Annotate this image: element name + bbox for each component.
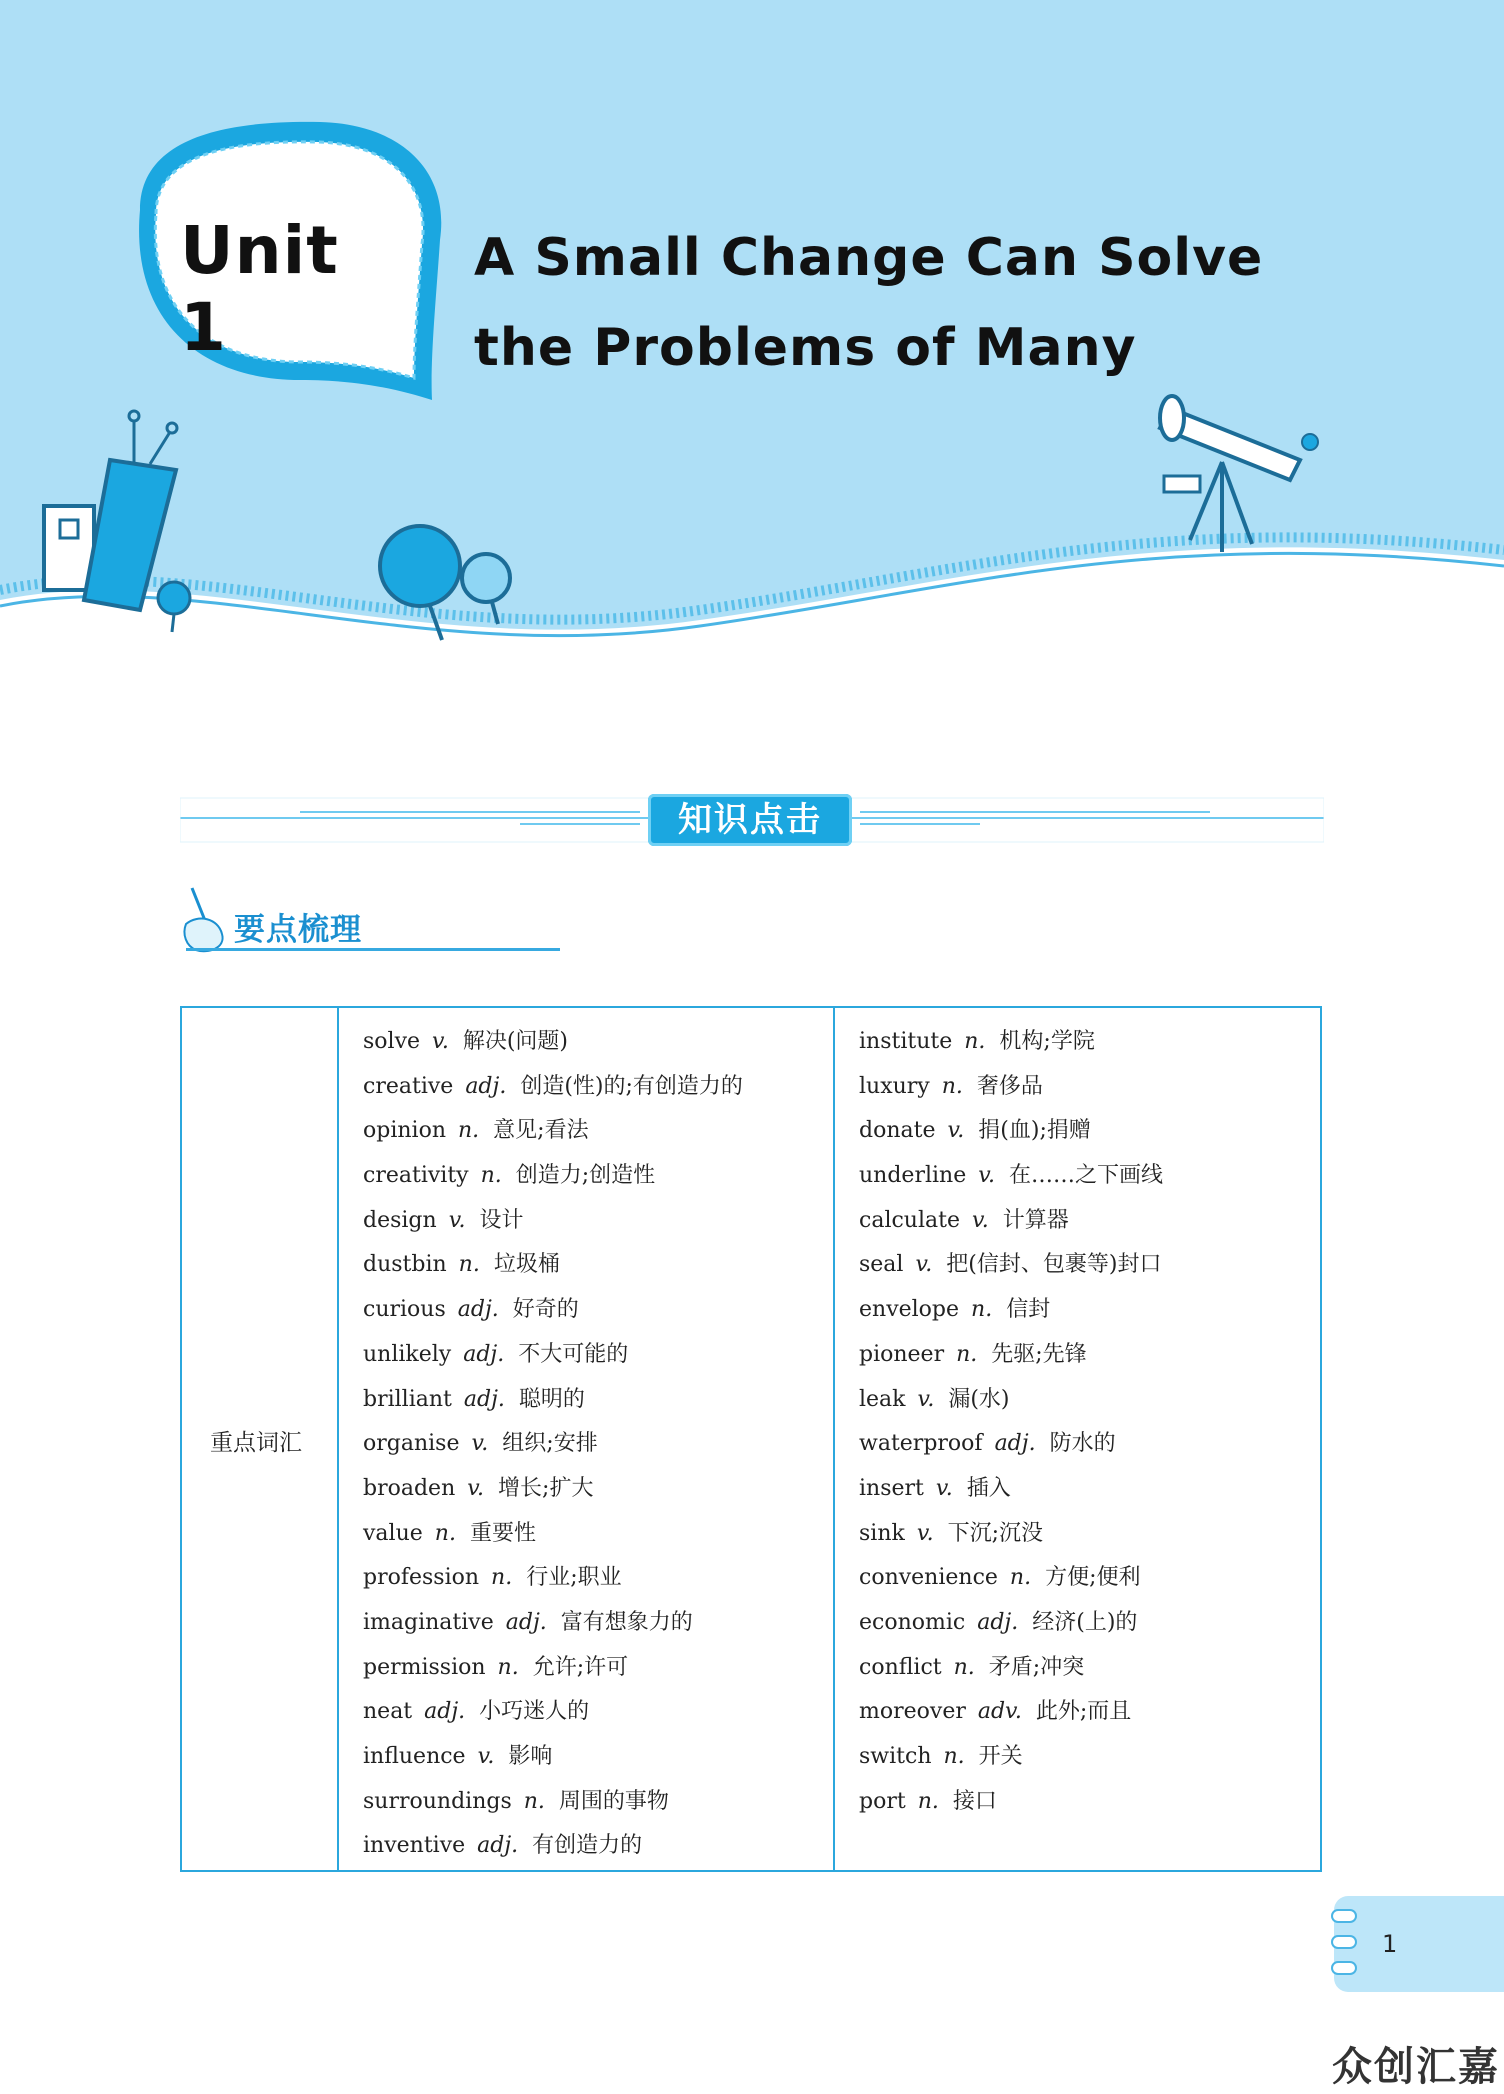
vocab-meaning: 防水的	[1049, 1431, 1116, 1457]
vocab-word: imaginative	[363, 1609, 494, 1635]
pen-hand-icon	[178, 884, 238, 956]
vocab-word: profession	[363, 1565, 480, 1591]
vocab-meaning: 矛盾;冲突	[988, 1654, 1085, 1680]
subsection-title: 要点梳理	[234, 912, 362, 948]
vocab-column-right	[835, 1008, 1320, 1870]
vocab-part-of-speech: v.	[467, 1475, 485, 1501]
vocab-meaning: 奢侈品	[976, 1073, 1043, 1099]
vocab-entry	[859, 1113, 1163, 1158]
vocab-meaning: 意见;看法	[493, 1118, 589, 1144]
category-column	[182, 1008, 339, 1870]
unit-title-line-2: the Problems of Many	[474, 318, 1137, 378]
vocab-part-of-speech: v.	[471, 1431, 489, 1457]
vocab-word: dustbin	[363, 1252, 447, 1278]
subsection-heading	[178, 884, 388, 956]
vocab-meaning: 影响	[508, 1744, 553, 1769]
vocab-meaning: 先驱;先锋	[991, 1341, 1087, 1367]
page-number: 1	[1382, 1930, 1398, 1958]
vocab-word: opinion	[363, 1118, 446, 1144]
vocab-meaning: 增长;扩大	[498, 1475, 594, 1501]
vocab-word: conflict	[859, 1654, 942, 1680]
vocab-part-of-speech: v.	[917, 1386, 935, 1412]
vocab-part-of-speech: v.	[978, 1163, 996, 1189]
vocab-part-of-speech: v.	[448, 1207, 466, 1233]
vocab-word: insert	[859, 1475, 924, 1501]
vocab-entry	[859, 1337, 1163, 1382]
vocab-word: value	[363, 1520, 423, 1546]
vocab-meaning: 小巧迷人的	[479, 1699, 590, 1725]
vocab-entry	[363, 1292, 743, 1337]
vocab-entry	[363, 1560, 743, 1605]
vocab-meaning: 经济(上)的	[1032, 1609, 1138, 1635]
vocab-meaning: 周围的事物	[558, 1788, 669, 1814]
vocab-meaning: 方便;便利	[1045, 1565, 1141, 1591]
vocab-meaning: 解决(问题)	[462, 1029, 569, 1054]
vocab-meaning: 富有想象力的	[560, 1609, 693, 1635]
vocab-entry	[859, 1069, 1163, 1114]
vocab-word: luxury	[859, 1073, 930, 1099]
vocab-entry	[363, 1158, 743, 1203]
vocab-entry	[859, 1560, 1163, 1605]
vocab-entry	[859, 1426, 1163, 1471]
vocab-word: port	[859, 1788, 906, 1814]
section-title: 知识点击	[648, 794, 852, 846]
vocab-word: moreover	[859, 1699, 966, 1725]
vocab-part-of-speech: n.	[971, 1297, 993, 1323]
vocab-part-of-speech: v.	[477, 1744, 495, 1769]
vocab-entry	[859, 1784, 1163, 1829]
vocab-meaning: 在……之下画线	[1009, 1163, 1164, 1189]
vocab-table	[180, 1006, 1322, 1872]
vocab-meaning: 好奇的	[512, 1297, 579, 1323]
vocab-word: inventive	[363, 1833, 466, 1859]
vocab-entry	[859, 1158, 1163, 1203]
vocab-entry	[859, 1516, 1163, 1561]
vocab-meaning: 垃圾桶	[493, 1252, 560, 1278]
vocab-meaning: 机构;学院	[999, 1029, 1095, 1054]
vocab-meaning: 接口	[952, 1788, 997, 1814]
vocab-part-of-speech: n.	[941, 1073, 963, 1099]
vocab-word: convenience	[859, 1565, 998, 1591]
vocab-meaning: 捐(血);捐赠	[978, 1118, 1091, 1144]
vocab-meaning: 创造(性)的;有创造力的	[520, 1073, 743, 1099]
vocab-part-of-speech: n.	[458, 1252, 480, 1278]
vocab-part-of-speech: n.	[457, 1118, 480, 1144]
vocab-meaning: 把(信封、包裹等)封口	[946, 1252, 1162, 1278]
vocab-word: broaden	[363, 1475, 456, 1501]
vocab-word: pioneer	[859, 1341, 945, 1367]
unit-label: Unit 1	[180, 212, 339, 366]
vocab-word: creativity	[363, 1163, 469, 1189]
vocab-meaning: 开关	[978, 1744, 1023, 1769]
vocab-part-of-speech: adj.	[505, 1609, 547, 1635]
vocab-word: unlikely	[363, 1341, 452, 1367]
vocab-word: switch	[859, 1744, 932, 1769]
vocab-entry	[363, 1382, 743, 1427]
vocab-meaning: 漏(水)	[948, 1386, 1010, 1412]
vocab-meaning: 行业;职业	[526, 1565, 622, 1591]
vocab-meaning: 信封	[1006, 1297, 1051, 1323]
vocab-entry	[363, 1516, 743, 1561]
category-label: 重点词汇	[210, 1430, 302, 1456]
vocab-meaning: 聪明的	[518, 1386, 585, 1412]
vocab-meaning: 计算器	[1002, 1207, 1069, 1233]
vocab-entry	[363, 1784, 743, 1829]
vocab-word: curious	[363, 1297, 446, 1323]
vocab-entry	[859, 1247, 1163, 1292]
subsection-underline	[186, 948, 560, 951]
vocab-entry	[363, 1605, 743, 1650]
vocab-part-of-speech: adj.	[457, 1297, 499, 1323]
vocab-entry	[859, 1024, 1163, 1069]
vocab-entry	[363, 1650, 743, 1695]
vocab-meaning: 插入	[966, 1475, 1011, 1501]
vocab-part-of-speech: n.	[943, 1744, 965, 1769]
vocab-entry	[363, 1337, 743, 1382]
vocab-part-of-speech: v.	[947, 1118, 965, 1144]
header-banner	[0, 0, 1504, 670]
vocab-meaning: 下沉;沉没	[947, 1520, 1044, 1546]
vocab-entry	[363, 1694, 743, 1739]
vocab-entry	[363, 1113, 743, 1158]
vocab-meaning: 允许;许可	[532, 1654, 629, 1680]
vocab-word: neat	[363, 1699, 413, 1725]
vocab-entry	[363, 1069, 743, 1114]
vocab-entry	[363, 1828, 743, 1873]
ring-binder-icon	[1326, 1896, 1366, 1992]
vocab-entry	[363, 1739, 743, 1784]
vocab-word: organise	[363, 1431, 460, 1457]
vocab-word: design	[363, 1207, 437, 1233]
vocab-part-of-speech: n.	[480, 1163, 502, 1189]
vocab-word: envelope	[859, 1297, 960, 1323]
vocab-column-left	[339, 1008, 835, 1870]
vocab-part-of-speech: adj.	[463, 1386, 505, 1412]
vocab-part-of-speech: n.	[917, 1788, 939, 1814]
vocab-word: donate	[859, 1118, 936, 1144]
watermark: 众创汇嘉	[1332, 2044, 1500, 2090]
vocab-entry	[859, 1292, 1163, 1337]
vocab-part-of-speech: adj.	[463, 1341, 505, 1367]
vocab-part-of-speech: adj.	[477, 1833, 519, 1859]
vocab-entry	[859, 1382, 1163, 1427]
vocab-entry	[859, 1605, 1163, 1650]
vocab-part-of-speech: n.	[434, 1520, 456, 1546]
vocab-word: creative	[363, 1073, 454, 1099]
vocab-word: solve	[363, 1029, 421, 1054]
vocab-word: sink	[859, 1520, 905, 1546]
vocab-word: brilliant	[363, 1386, 452, 1412]
vocab-word: calculate	[859, 1207, 960, 1233]
vocab-entry	[859, 1694, 1163, 1739]
vocab-part-of-speech: adj.	[465, 1073, 507, 1099]
vocab-word: seal	[859, 1252, 904, 1278]
page-number-tab	[1334, 1896, 1504, 1992]
vocab-entry	[859, 1471, 1163, 1516]
vocab-word: economic	[859, 1609, 966, 1635]
vocab-part-of-speech: v.	[916, 1520, 934, 1546]
vocab-word: institute	[859, 1029, 953, 1054]
vocab-meaning: 不大可能的	[518, 1341, 629, 1367]
vocab-part-of-speech: adj.	[424, 1699, 466, 1725]
vocab-entry	[363, 1247, 743, 1292]
vocab-word: permission	[363, 1654, 486, 1680]
vocab-word: surroundings	[363, 1788, 512, 1814]
vocab-list-left	[363, 1024, 743, 1873]
vocab-part-of-speech: n.	[491, 1565, 513, 1591]
vocab-meaning: 创造力;创造性	[515, 1163, 656, 1189]
vocab-meaning: 组织;安排	[502, 1431, 598, 1457]
vocab-entry	[363, 1203, 743, 1248]
vocab-entry	[363, 1024, 743, 1069]
vocab-part-of-speech: n.	[953, 1654, 975, 1680]
vocab-part-of-speech: v.	[432, 1029, 449, 1054]
vocab-word: leak	[859, 1386, 906, 1412]
section-header	[180, 790, 1324, 850]
vocab-meaning: 此外;而且	[1035, 1699, 1132, 1725]
unit-title-line-1: A Small Change Can Solve	[474, 228, 1264, 288]
vocab-entry	[363, 1471, 743, 1516]
vocab-entry	[859, 1739, 1163, 1784]
vocab-meaning: 重要性	[469, 1520, 536, 1546]
vocab-word: waterproof	[859, 1431, 983, 1457]
vocab-part-of-speech: n.	[523, 1788, 545, 1814]
vocab-entry	[859, 1203, 1163, 1248]
vocab-word: influence	[363, 1744, 466, 1769]
vocab-part-of-speech: v.	[971, 1207, 989, 1233]
vocab-part-of-speech: v.	[935, 1475, 953, 1501]
vocab-entry	[363, 1426, 743, 1471]
vocab-part-of-speech: n.	[956, 1341, 978, 1367]
vocab-part-of-speech: n.	[497, 1654, 519, 1680]
vocab-entry	[859, 1650, 1163, 1695]
vocab-meaning: 有创造力的	[532, 1833, 643, 1859]
vocab-word: underline	[859, 1163, 967, 1189]
vocab-list-right	[859, 1024, 1163, 1828]
vocab-part-of-speech: n.	[964, 1029, 986, 1054]
vocab-meaning: 设计	[479, 1207, 524, 1233]
vocab-part-of-speech: v.	[915, 1252, 933, 1278]
vocab-part-of-speech: adv.	[977, 1699, 1022, 1725]
vocab-part-of-speech: adj.	[977, 1609, 1019, 1635]
vocab-part-of-speech: adj.	[994, 1431, 1036, 1457]
vocab-part-of-speech: n.	[1009, 1565, 1032, 1591]
